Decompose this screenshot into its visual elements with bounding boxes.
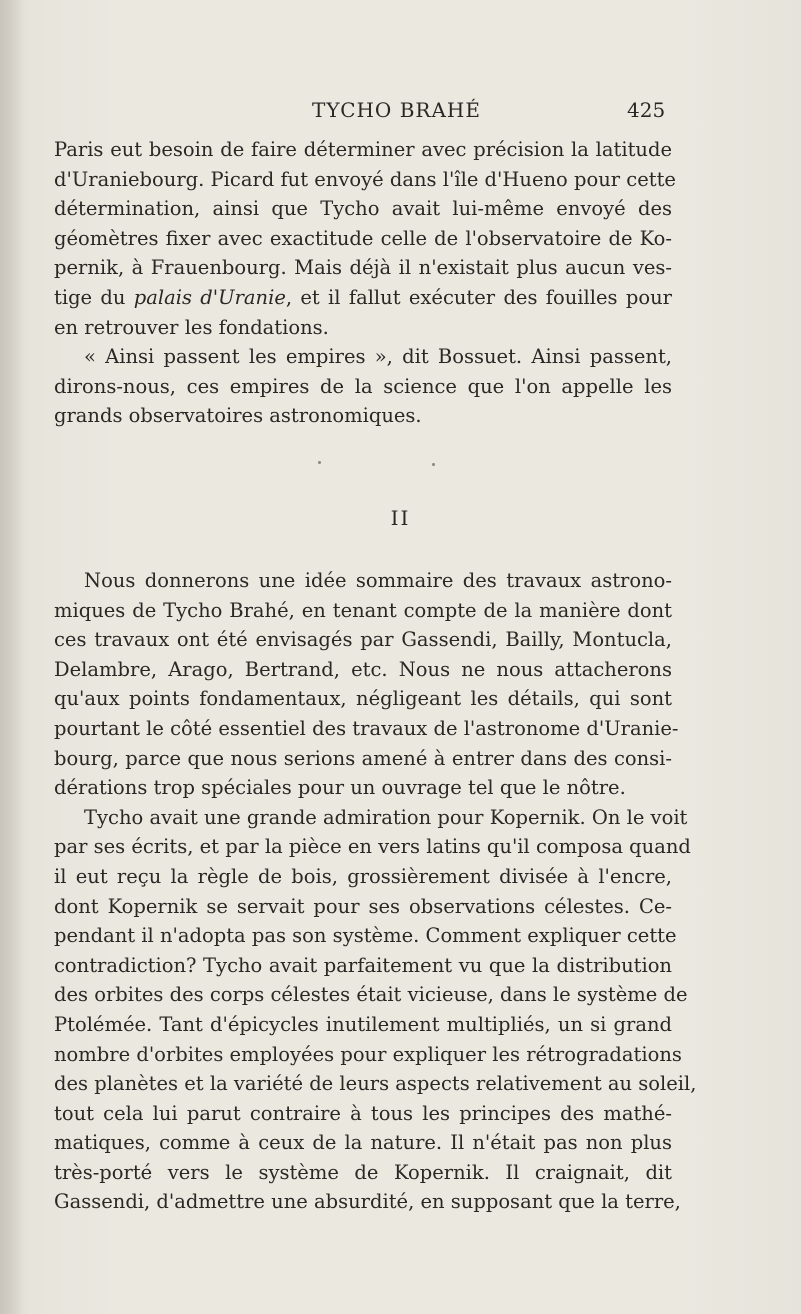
text-line: tige du palais d'Uranie, et il fallut exécuter des fouilles pour [54,285,672,309]
text-line: dérations trop spéciales pour un ouvrage tel que le nôtre. [54,776,626,800]
text-line: Nous donnerons une idée sommaire des travaux astrono- [84,569,672,592]
text-line: contradiction? Tycho avait parfaitement vu que la distribution [54,953,672,977]
page-number: 425 [627,98,666,122]
binding-gutter-shadow [0,0,22,1314]
text-line: tout cela lui parut contraire à tous les principes des mathé- [54,1101,672,1125]
text-line: détermination, ainsi que Tycho avait lui-même envoyé des [54,197,672,221]
text-line: dirons-nous, ces empires de la science que l'on appelle les [54,374,672,398]
text-line: matiques, comme à ceux de la nature. Il n'était pas non plus [54,1131,672,1155]
text-line: miques de Tycho Brahé, en tenant compte de la manière dont [54,598,672,622]
text-line: grands observatoires astronomiques. [54,404,422,428]
print-speck [432,463,435,466]
text-line: Gassendi, d'admettre une absurdité, en supposant que la terre, [54,1190,681,1214]
text-line: Tycho avait une grande admiration pour Kopernik. On le voit [84,805,688,829]
text-line: très-porté vers le système de Kopernik. Il craignait, dit [54,1160,672,1184]
text-line: ces travaux ont été envisagés par Gassendi, Bailly, Montucla, [54,628,672,652]
text-line: il eut reçu la règle de bois, grossièrement divisée à l'encre, [54,864,672,888]
print-speck [318,461,321,464]
text-line: géomètres fixer avec exactitude celle de l'observatoire de Ko- [54,226,672,250]
text-line: par ses écrits, et par la pièce en vers latins qu'il composa quand [54,835,691,859]
text-line: Delambre, Arago, Bertrand, etc. Nous ne nous attacherons [54,657,672,681]
text-line: dont Kopernik se servait pour ses observations célestes. Ce- [54,894,672,918]
text-line: pourtant le côté essentiel des travaux de l'astronome d'Uranie- [54,716,679,740]
text-line: Paris eut besoin de faire déterminer avec précision la latitude [54,138,672,161]
text-line: pernik, à Frauenbourg. Mais déjà il n'existait plus aucun ves- [54,256,672,280]
text-line: des planètes et la variété de leurs aspects relativement au soleil, [54,1072,697,1096]
text-line: bourg, parce que nous serions amené à entrer dans des consi- [54,746,672,770]
section-number: II [390,506,411,530]
running-header [0,98,801,128]
text-line: des orbites des corps célestes était vicieuse, dans le système de [54,983,688,1007]
text-line: d'Uraniebourg. Picard fut envoyé dans l'île d'Hueno pour cette [54,167,676,191]
text-line: « Ainsi passent les empires », dit Bossuet. Ainsi passent, [84,345,672,369]
text-line: Ptolémée. Tant d'épicycles inutilement multipliés, un si grand [54,1012,672,1036]
italic-phrase: palais d'Uranie [133,285,286,309]
text-line: en retrouver les fondations. [54,315,329,339]
text-block-before-section [54,135,676,431]
running-title: TYCHO BRAHÉ [312,98,481,122]
text-line: qu'aux points fondamentaux, négligeant les détails, qui sont [54,687,672,711]
text-line: pendant il n'adopta pas son système. Comment expliquer cette [54,924,677,948]
text-line: nombre d'orbites employées pour expliquer les rétrogradations [54,1042,682,1066]
text-block-after-section [54,566,697,1217]
